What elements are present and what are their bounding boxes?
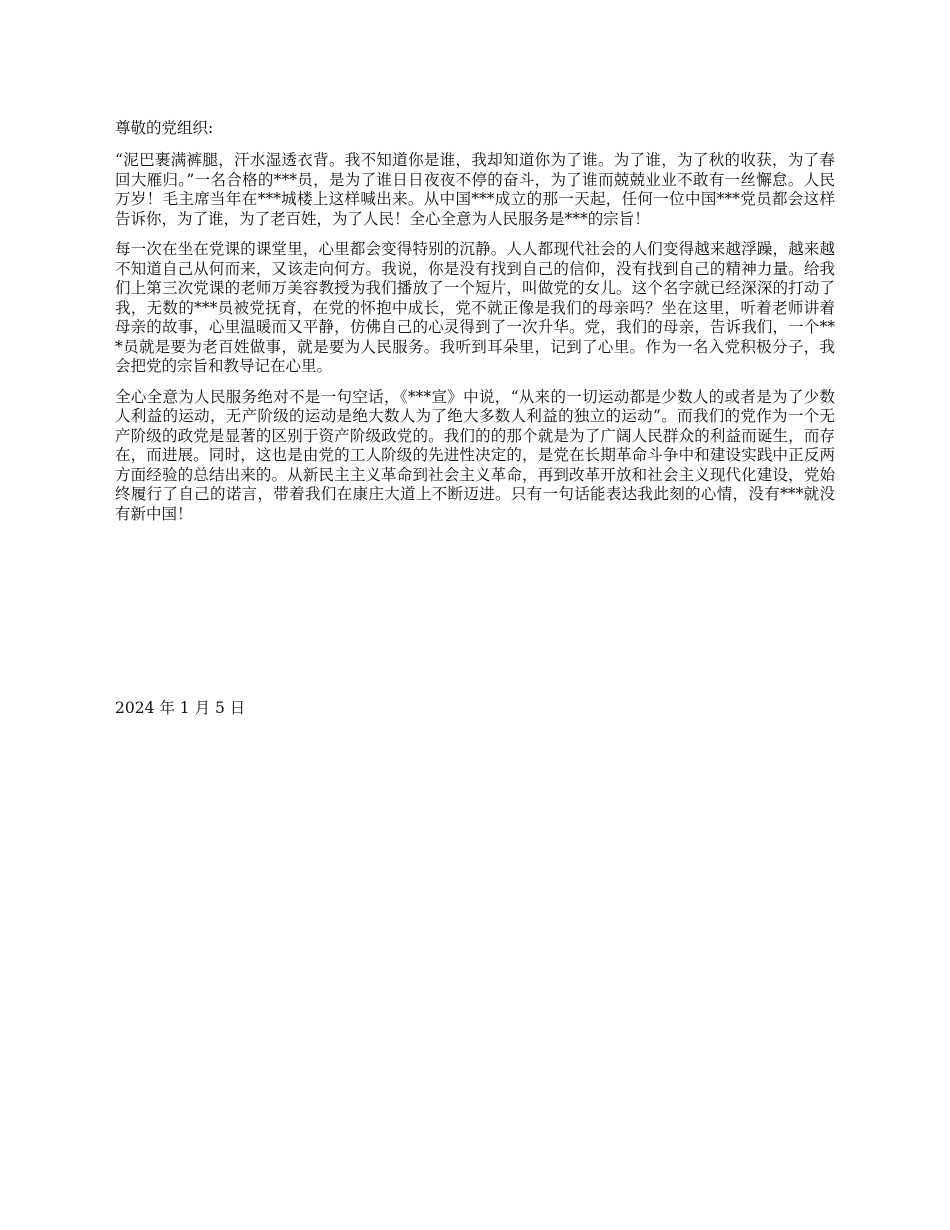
letter-date: 2024 年 1 月 5 日 [115, 699, 246, 717]
paragraph-3: 全心全意为人民服务绝对不是一句空话，《***宣》中说，“从来的一切运动都是少数人的或者是为了少数人利益的运动，无产阶级的运动是绝大数人为了绝大多数人利益的独立的运动”。而我们的党作为一个无产阶级的政党是显著的区别于资产阶级政党的。我们的的那个就是为了广阔人民群众的利益而诞生，而存在，而进展。同时，这也是由党的工人阶级的先进性决定的，是党在长期革命斗争中和建设实践中正反两方面经验的总结出来的。从新民主主义革命到社会主义革命，再到改革开放和社会主义现代化建设，党始终履行了自己的诺言，带着我们在康庄大道上不断迈进。只有一句话能表达我此刻的心情，没有***就没有新中国！ [115, 387, 835, 523]
paragraph-1: “泥巴裹满裤腿，汗水湿透衣背。我不知道你是谁，我却知道你为了谁。为了谁，为了秋的收获，为了春回大雁归。”一名合格的***员，是为了谁日日夜夜不停的奋斗，为了谁而兢兢业业不敢有一丝懈怠。人民万岁！毛主席当年在***城楼上这样喊出来。从中国***成立的那一天起，任何一位中国***党员都会这样告诉你，为了谁，为了老百姓，为了人民！全心全意为人民服务是***的宗旨！ [115, 151, 835, 228]
paragraph-2: 每一次在坐在党课的课堂里，心里都会变得特别的沉静。人人都现代社会的人们变得越来越浮躁，越来越不知道自己从何而来，又该走向何方。我说，你是没有找到自己的信仰，没有找到自己的精神力量。给我们上第三次党课的老师万美容教授为我们播放了一个短片，叫做党的女儿。这个名字就已经深深的打动了我，无数的***员被党抚育，在党的怀抱中成长，党不就正像是我们的母亲吗？坐在这里，听着老师讲着母亲的故事，心里温暖而又平静，仿佛自己的心灵得到了一次升华。党，我们的母亲，告诉我们，一个***员就是要为老百姓做事，就是要为人民服务。我听到耳朵里，记到了心里。作为一名入党积极分子，我会把党的宗旨和教导记在心里。 [115, 240, 835, 375]
salutation: 尊敬的党组织: [115, 119, 214, 137]
letter-body [115, 118, 835, 717]
